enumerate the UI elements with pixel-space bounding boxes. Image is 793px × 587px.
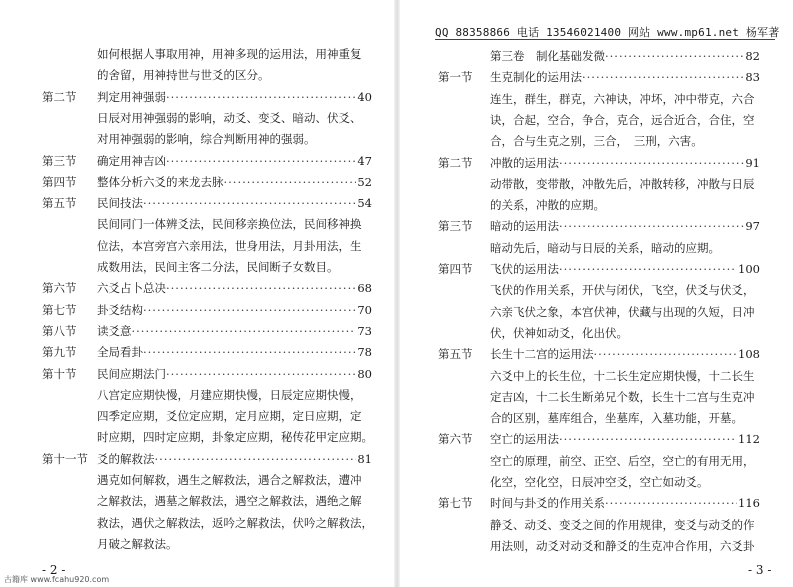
toc-entry[interactable] [490, 344, 760, 364]
toc-entry-title: 飞伏的运用法 [490, 262, 559, 276]
toc-entry-title: 时间与卦爻的作用关系 [490, 496, 605, 511]
toc-entry-page: 81 [357, 451, 372, 466]
toc-entry-page: 116 [738, 496, 760, 511]
toc-description: 的关系，冲散的应期。 [490, 198, 605, 213]
toc-description: 暗动先后，暗动与日辰的关系，暗动的应期。 [490, 240, 720, 255]
section-number: 第二节 [42, 89, 77, 104]
section-number: 第五节 [42, 196, 77, 211]
toc-entry-title: 冲散的运用法 [490, 155, 559, 170]
toc-entry-title: 六爻占卜总决 [97, 281, 166, 296]
toc-description: 对用神强弱的影响，综合判断用神的强弱。 [97, 132, 316, 147]
toc-description: 四季定应期，爻位定应期，定月应期，定日应期，定 [97, 409, 362, 424]
toc-description: 空亡的原理，前空、正空、后空，空亡的有用无用， [490, 453, 755, 468]
toc-entry-title: 民间应期法门 [97, 366, 166, 381]
toc-entry-page: 80 [357, 366, 372, 381]
toc-description: 诀，合起，空合，争合，克合，远合近合，合住，空 [490, 112, 755, 127]
toc-description: 静爻、动爻、变爻之间的作用规律，变爻与动爻的作 [490, 517, 755, 532]
toc-entry-title: 生克制化的运用法 [490, 70, 582, 85]
leader-dots [559, 216, 744, 236]
toc-entry[interactable] [97, 300, 372, 320]
section-number: 第二节 [438, 155, 473, 170]
toc-entry-page: 100 [738, 262, 760, 276]
toc-description: 民间同门一体辨爻法，民间移亲换位法，民间移神换 [97, 217, 362, 232]
toc-description: 化空，空化空，日辰冲空爻，空亡如动爻。 [490, 475, 709, 489]
toc-entry-page: 83 [745, 70, 760, 85]
toc-description: 连生，群生，群克，六神诀，冲坏，冲中带克，六合 [490, 91, 755, 106]
leader-dots [155, 449, 357, 469]
leader-dots [594, 344, 738, 364]
toc-entry-title: 爻的解救法 [97, 451, 155, 466]
leader-dots [559, 259, 737, 279]
toc-entry-title: 空亡的运用法 [490, 432, 559, 447]
section-number: 第六节 [438, 432, 473, 447]
toc-entry[interactable] [97, 278, 372, 298]
toc-description: 合，合与生克之别，三合， 三刑，六害。 [490, 134, 703, 149]
toc-entry-title: 读爻意 [97, 323, 132, 338]
toc-description: 动带散，变带散，冲散先后，冲散转移，冲散与日辰 [490, 176, 755, 191]
section-number: 第五节 [438, 347, 473, 362]
toc-description: 救法，遇伏之解救法，返吟之解救法，伏吟之解救法， [97, 515, 373, 530]
toc-entry-title: 判定用神强弱 [97, 89, 166, 104]
toc-description: 用法则，动爻对动爻和静爻的生克冲合作用，六爻卦 [490, 538, 755, 553]
toc-entry[interactable] [490, 46, 760, 66]
right-page [400, 0, 793, 587]
leader-dots [143, 300, 356, 320]
toc-entry-page: 40 [357, 89, 372, 104]
section-number: 第三节 [438, 219, 473, 234]
toc-entry-page: 52 [357, 174, 372, 189]
toc-entry[interactable] [490, 429, 760, 449]
toc-entry[interactable] [490, 67, 760, 87]
leader-dots [166, 151, 356, 171]
leader-dots [559, 429, 737, 449]
toc-entry[interactable] [97, 193, 372, 213]
toc-entry-title: 全局看卦 [97, 345, 143, 360]
toc-entry-title: 卦爻结构 [97, 302, 143, 317]
toc-entry[interactable] [490, 259, 760, 279]
section-number: 第七节 [438, 496, 473, 511]
toc-entry-page: 108 [738, 347, 760, 362]
section-number: 第四节 [42, 174, 77, 189]
toc-entry-page: 78 [357, 345, 372, 360]
toc-description: 定吉凶，十二长生断弟兄个数，长生十二宫与生克冲 [490, 389, 755, 404]
toc-description: 位法，本宫旁宫六亲用法，世身用法，月卦用法，生 [97, 238, 362, 253]
leader-dots [605, 46, 744, 66]
toc-entry-page: 73 [357, 323, 372, 338]
toc-entry-title: 暗动的运用法 [490, 219, 559, 234]
toc-entry[interactable] [97, 87, 372, 107]
toc-entry-title: 确定用神吉凶 [97, 153, 166, 168]
leader-dots [166, 278, 356, 298]
left-page [0, 0, 392, 587]
toc-entry[interactable] [97, 172, 372, 192]
leader-dots [143, 193, 356, 213]
toc-entry-title: 第三卷 制化基础发微 [490, 49, 605, 63]
toc-entry[interactable] [490, 153, 760, 173]
toc-description: 成数用法，民间主客二分法，民间断子女数目。 [97, 260, 339, 274]
section-number: 第九节 [42, 345, 77, 360]
toc-description: 遇克如何解救，遇生之解救法，遇合之解救法，遭冲 [97, 473, 362, 487]
toc-description: 飞伏的作用关系，开伏与闭伏，飞空，伏爻与伏爻， [490, 283, 755, 298]
toc-entry-page: 82 [745, 49, 760, 63]
right-page-number: - 3 - [748, 563, 772, 577]
leader-dots [166, 364, 356, 384]
toc-entry[interactable] [97, 449, 372, 469]
section-number: 第八节 [42, 323, 77, 338]
toc-entry[interactable] [490, 493, 760, 513]
leader-dots [132, 321, 357, 341]
leader-dots [605, 493, 737, 513]
section-number: 第一节 [438, 70, 473, 85]
section-number: 第十节 [42, 366, 77, 381]
toc-description: 六爻中上的长生位，十二长生定应期快慢，十二长生 [490, 368, 755, 383]
toc-entry-page: 54 [357, 196, 372, 211]
toc-description: 八宫定应期快慢，月建应期快慢，日辰定应期快慢， [97, 387, 362, 402]
toc-entry-title: 民间技法 [97, 196, 143, 211]
toc-entry[interactable] [97, 364, 372, 384]
toc-entry-title: 整体分析六爻的来龙去脉 [97, 174, 224, 189]
toc-description: 月破之解救法。 [97, 536, 178, 551]
leader-dots [582, 67, 744, 87]
toc-entry[interactable] [97, 342, 372, 362]
toc-description: 的舍留，用神持世与世爻的区分。 [97, 68, 270, 83]
toc-description: 时应期，四时定应期，卦象定应期，秘传花甲定应期。 [97, 430, 373, 445]
toc-description: 合的区别，墓库组合，坐墓库，入墓功能，开墓。 [490, 411, 743, 426]
leader-dots [559, 153, 744, 173]
header-rule [435, 39, 775, 40]
toc-entry-page: 97 [745, 219, 760, 234]
section-number: 第十一节 [42, 451, 88, 466]
toc-description: 之解救法，遇墓之解救法，遇空之解救法，遇绝之解 [97, 494, 362, 509]
section-number: 第三节 [42, 153, 77, 168]
leader-dots [143, 342, 356, 362]
toc-entry[interactable] [97, 151, 372, 171]
toc-description: 日辰对用神强弱的影响，动爻、变爻、暗动、伏爻、 [97, 110, 362, 125]
running-header: QQ 88358866 电话 13546021400 网站 www.mp61.net 杨军著 [435, 26, 780, 39]
toc-entry-title: 长生十二宫的运用法 [490, 347, 594, 362]
toc-description: 伏，伏神如动爻，化出伏。 [490, 325, 628, 340]
scan-watermark: 古籍库 www.fcahu920.com [4, 575, 110, 584]
toc-entry-page: 112 [738, 432, 760, 447]
toc-entry-page: 68 [357, 281, 372, 296]
toc-description: 六亲飞伏之象，本宫伏神，伏藏与出现的久短，日冲 [490, 304, 755, 319]
section-number: 第六节 [42, 281, 77, 296]
toc-entry-page: 70 [357, 302, 372, 317]
toc-entry-page: 47 [357, 153, 372, 168]
toc-entry-page: 91 [745, 155, 760, 170]
leader-dots [166, 87, 356, 107]
section-number: 第七节 [42, 302, 77, 317]
left-page-number: - 2 - [42, 563, 66, 577]
section-number: 第四节 [438, 262, 473, 276]
toc-entry[interactable] [97, 321, 372, 341]
toc-description: 如何根据人事取用神，用神多现的运用法，用神重复 [97, 47, 362, 61]
toc-entry[interactable] [490, 216, 760, 236]
leader-dots [224, 172, 357, 192]
